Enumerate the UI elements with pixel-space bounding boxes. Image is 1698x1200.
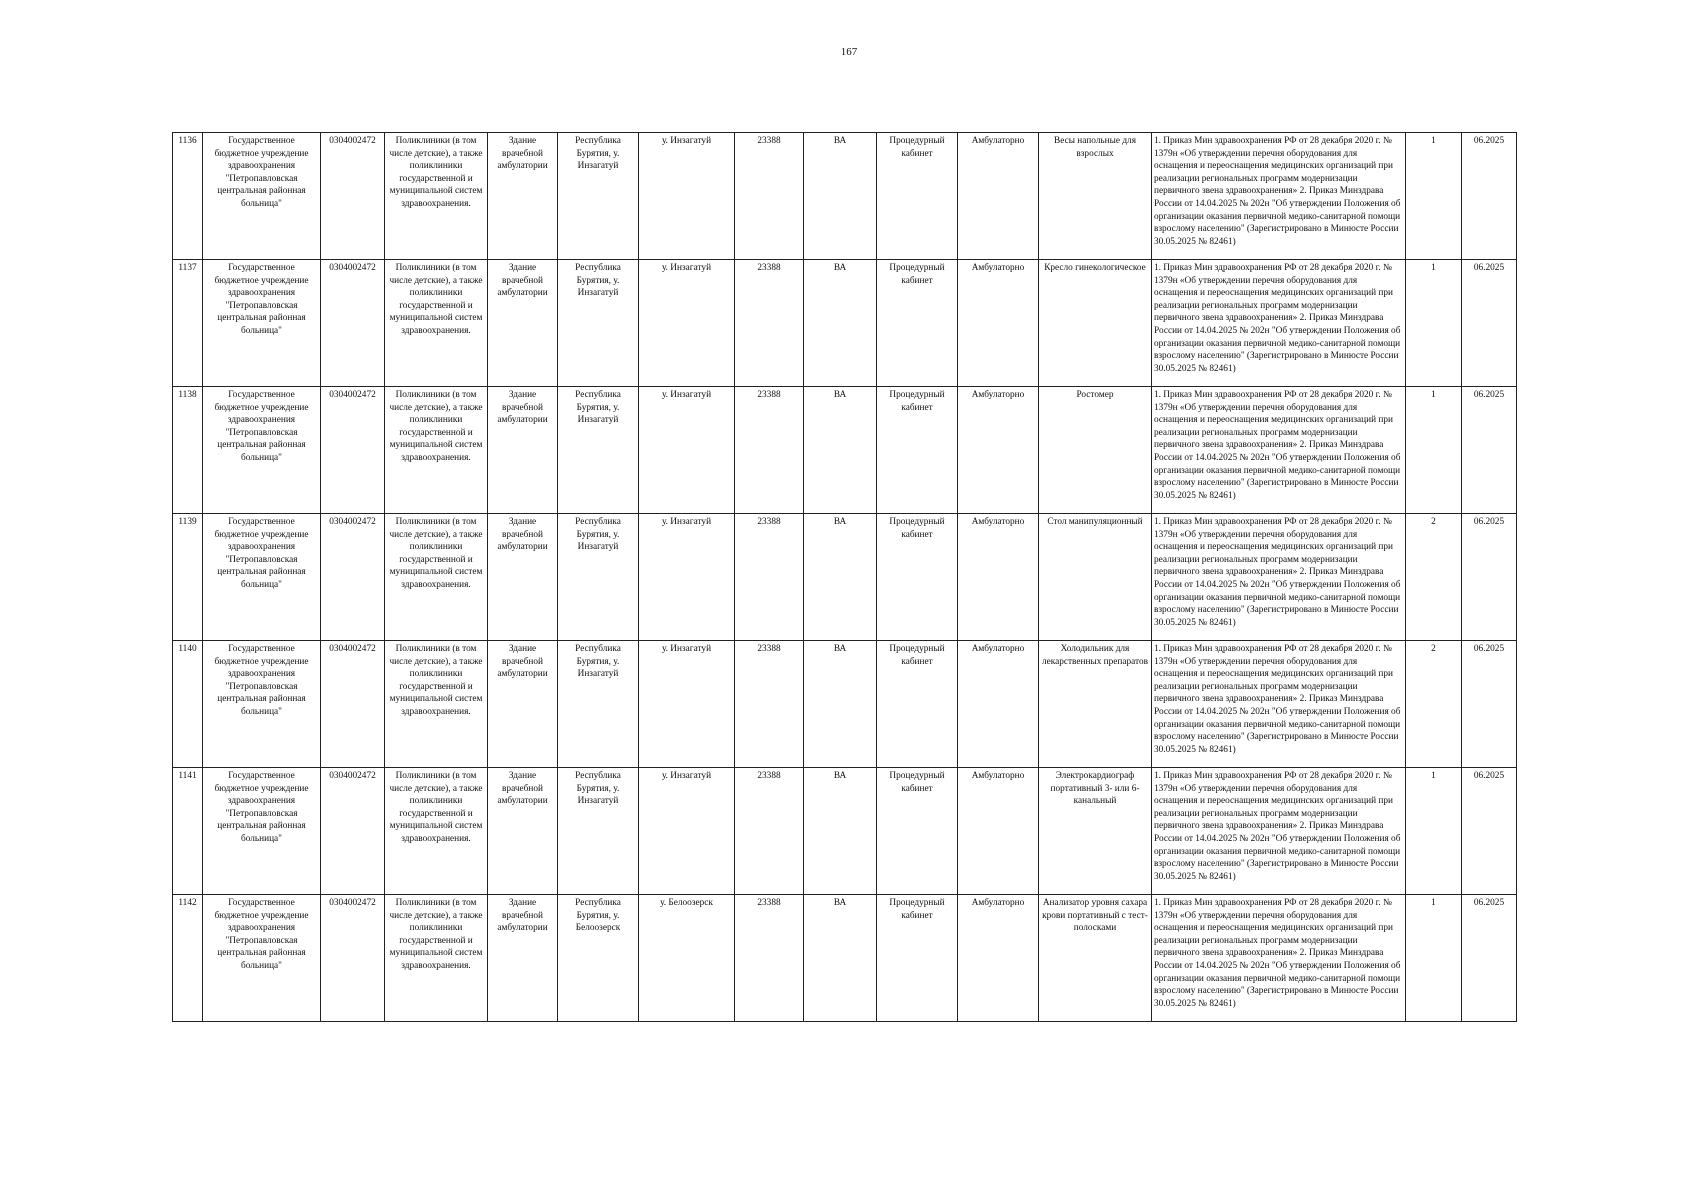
cell-quantity: 1 — [1406, 133, 1462, 260]
cell-facility-type: Поликлиники (в том числе детские), а также поликлиники государственной и муниципальной систем здравоохранения. — [385, 387, 488, 514]
cell-address: Республика Бурятия, у. Инзагатуй — [558, 768, 639, 895]
cell-care-mode: Амбулаторно — [958, 387, 1039, 514]
cell-care-mode: Амбулаторно — [958, 895, 1039, 1022]
cell-organization: Государственное бюджетное учреждение здравоохранения "Петропавловская центральная районная больница" — [203, 895, 321, 1022]
cell-room: Процедурный кабинет — [877, 133, 958, 260]
cell-inn: 0304002472 — [321, 768, 385, 895]
cell-locality: у. Инзагатуй — [639, 641, 735, 768]
cell-facility-type: Поликлиники (в том числе детские), а также поликлиники государственной и муниципальной систем здравоохранения. — [385, 641, 488, 768]
cell-address: Республика Бурятия, у. Инзагатуй — [558, 514, 639, 641]
table-row — [173, 514, 1517, 641]
cell-organization: Государственное бюджетное учреждение здравоохранения "Петропавловская центральная районная больница" — [203, 133, 321, 260]
cell-care-mode: Амбулаторно — [958, 260, 1039, 387]
cell-inn: 0304002472 — [321, 133, 385, 260]
cell-mark: ВА — [804, 260, 877, 387]
cell-room: Процедурный кабинет — [877, 514, 958, 641]
cell-legal-basis: 1. Приказ Мин здравоохранения РФ от 28 декабря 2020 г. № 1379н «Об утверждении перечня оборудования для оснащения и переоснащения медицинских организаций при реализации региональных программ модернизации первичного звена здравоохранения» 2. Приказ Минздрава России от 14.04.2025 № 202н "Об утверждении Положения об организации оказания первичной медико-санитарной помощи взрослому населению" (Зарегистрировано в Минюсте России 30.05.2025 № 82461) — [1152, 514, 1406, 641]
cell-mark: ВА — [804, 133, 877, 260]
cell-inn: 0304002472 — [321, 895, 385, 1022]
cell-row-number: 1139 — [173, 514, 203, 641]
table-row — [173, 133, 1517, 260]
cell-row-number: 1137 — [173, 260, 203, 387]
cell-legal-basis: 1. Приказ Мин здравоохранения РФ от 28 декабря 2020 г. № 1379н «Об утверждении перечня оборудования для оснащения и переоснащения медицинских организаций при реализации региональных программ модернизации первичного звена здравоохранения» 2. Приказ Минздрава России от 14.04.2025 № 202н "Об утверждении Положения об организации оказания первичной медико-санитарной помощи взрослому населению" (Зарегистрировано в Минюсте России 30.05.2025 № 82461) — [1152, 260, 1406, 387]
cell-quantity: 1 — [1406, 768, 1462, 895]
cell-code: 23388 — [735, 133, 804, 260]
cell-equipment: Холодильник для лекарственных препаратов — [1039, 641, 1152, 768]
cell-code: 23388 — [735, 641, 804, 768]
table-row — [173, 895, 1517, 1022]
cell-organization: Государственное бюджетное учреждение здравоохранения "Петропавловская центральная районная больница" — [203, 768, 321, 895]
cell-facility-type: Поликлиники (в том числе детские), а также поликлиники государственной и муниципальной систем здравоохранения. — [385, 514, 488, 641]
cell-quantity: 1 — [1406, 260, 1462, 387]
cell-row-number: 1138 — [173, 387, 203, 514]
cell-equipment: Электрокардиограф портативный 3- или 6-канальный — [1039, 768, 1152, 895]
cell-building: Здание врачебной амбулатории — [488, 387, 558, 514]
cell-locality: у. Инзагатуй — [639, 133, 735, 260]
cell-date: 06.2025 — [1462, 641, 1517, 768]
cell-care-mode: Амбулаторно — [958, 133, 1039, 260]
cell-legal-basis: 1. Приказ Мин здравоохранения РФ от 28 декабря 2020 г. № 1379н «Об утверждении перечня оборудования для оснащения и переоснащения медицинских организаций при реализации региональных программ модернизации первичного звена здравоохранения» 2. Приказ Минздрава России от 14.04.2025 № 202н "Об утверждении Положения об организации оказания первичной медико-санитарной помощи взрослому населению" (Зарегистрировано в Минюсте России 30.05.2025 № 82461) — [1152, 641, 1406, 768]
cell-inn: 0304002472 — [321, 514, 385, 641]
cell-date: 06.2025 — [1462, 895, 1517, 1022]
cell-equipment: Кресло гинекологическое — [1039, 260, 1152, 387]
cell-quantity: 2 — [1406, 641, 1462, 768]
cell-address: Республика Бурятия, у. Инзагатуй — [558, 387, 639, 514]
cell-building: Здание врачебной амбулатории — [488, 768, 558, 895]
cell-address: Республика Бурятия, у. Инзагатуй — [558, 133, 639, 260]
cell-facility-type: Поликлиники (в том числе детские), а также поликлиники государственной и муниципальной систем здравоохранения. — [385, 133, 488, 260]
cell-date: 06.2025 — [1462, 514, 1517, 641]
cell-mark: ВА — [804, 641, 877, 768]
table-body — [173, 133, 1517, 1022]
cell-legal-basis: 1. Приказ Мин здравоохранения РФ от 28 декабря 2020 г. № 1379н «Об утверждении перечня оборудования для оснащения и переоснащения медицинских организаций при реализации региональных программ модернизации первичного звена здравоохранения» 2. Приказ Минздрава России от 14.04.2025 № 202н "Об утверждении Положения об организации оказания первичной медико-санитарной помощи взрослому населению" (Зарегистрировано в Минюсте России 30.05.2025 № 82461) — [1152, 895, 1406, 1022]
cell-equipment: Ростомер — [1039, 387, 1152, 514]
cell-locality: у. Белоозерск — [639, 895, 735, 1022]
cell-legal-basis: 1. Приказ Мин здравоохранения РФ от 28 декабря 2020 г. № 1379н «Об утверждении перечня оборудования для оснащения и переоснащения медицинских организаций при реализации региональных программ модернизации первичного звена здравоохранения» 2. Приказ Минздрава России от 14.04.2025 № 202н "Об утверждении Положения об организации оказания первичной медико-санитарной помощи взрослому населению" (Зарегистрировано в Минюсте России 30.05.2025 № 82461) — [1152, 387, 1406, 514]
cell-locality: у. Инзагатуй — [639, 768, 735, 895]
cell-code: 23388 — [735, 260, 804, 387]
cell-date: 06.2025 — [1462, 387, 1517, 514]
cell-quantity: 1 — [1406, 895, 1462, 1022]
cell-date: 06.2025 — [1462, 133, 1517, 260]
cell-room: Процедурный кабинет — [877, 387, 958, 514]
table-row — [173, 387, 1517, 514]
cell-quantity: 1 — [1406, 387, 1462, 514]
cell-address: Республика Бурятия, у. Инзагатуй — [558, 641, 639, 768]
cell-inn: 0304002472 — [321, 641, 385, 768]
cell-row-number: 1142 — [173, 895, 203, 1022]
cell-address: Республика Бурятия, у. Инзагатуй — [558, 260, 639, 387]
cell-organization: Государственное бюджетное учреждение здравоохранения "Петропавловская центральная районная больница" — [203, 641, 321, 768]
cell-room: Процедурный кабинет — [877, 260, 958, 387]
cell-row-number: 1136 — [173, 133, 203, 260]
cell-equipment: Анализатор уровня сахара крови портативный с тест-полосками — [1039, 895, 1152, 1022]
cell-code: 23388 — [735, 514, 804, 641]
cell-building: Здание врачебной амбулатории — [488, 260, 558, 387]
cell-building: Здание врачебной амбулатории — [488, 895, 558, 1022]
cell-mark: ВА — [804, 514, 877, 641]
cell-legal-basis: 1. Приказ Мин здравоохранения РФ от 28 декабря 2020 г. № 1379н «Об утверждении перечня оборудования для оснащения и переоснащения медицинских организаций при реализации региональных программ модернизации первичного звена здравоохранения» 2. Приказ Минздрава России от 14.04.2025 № 202н "Об утверждении Положения об организации оказания первичной медико-санитарной помощи взрослому населению" (Зарегистрировано в Минюсте России 30.05.2025 № 82461) — [1152, 768, 1406, 895]
cell-care-mode: Амбулаторно — [958, 514, 1039, 641]
cell-organization: Государственное бюджетное учреждение здравоохранения "Петропавловская центральная районная больница" — [203, 387, 321, 514]
cell-locality: у. Инзагатуй — [639, 514, 735, 641]
cell-facility-type: Поликлиники (в том числе детские), а также поликлиники государственной и муниципальной систем здравоохранения. — [385, 895, 488, 1022]
cell-locality: у. Инзагатуй — [639, 260, 735, 387]
cell-mark: ВА — [804, 768, 877, 895]
cell-legal-basis: 1. Приказ Мин здравоохранения РФ от 28 декабря 2020 г. № 1379н «Об утверждении перечня оборудования для оснащения и переоснащения медицинских организаций при реализации региональных программ модернизации первичного звена здравоохранения» 2. Приказ Минздрава России от 14.04.2025 № 202н "Об утверждении Положения об организации оказания первичной медико-санитарной помощи взрослому населению" (Зарегистрировано в Минюсте России 30.05.2025 № 82461) — [1152, 133, 1406, 260]
cell-care-mode: Амбулаторно — [958, 768, 1039, 895]
cell-care-mode: Амбулаторно — [958, 641, 1039, 768]
cell-row-number: 1140 — [173, 641, 203, 768]
cell-facility-type: Поликлиники (в том числе детские), а также поликлиники государственной и муниципальной систем здравоохранения. — [385, 260, 488, 387]
cell-mark: ВА — [804, 895, 877, 1022]
cell-organization: Государственное бюджетное учреждение здравоохранения "Петропавловская центральная районная больница" — [203, 260, 321, 387]
cell-equipment: Весы напольные для взрослых — [1039, 133, 1152, 260]
cell-address: Республика Бурятия, у. Белоозерск — [558, 895, 639, 1022]
cell-facility-type: Поликлиники (в том числе детские), а также поликлиники государственной и муниципальной систем здравоохранения. — [385, 768, 488, 895]
equipment-registry-table — [172, 132, 1517, 1022]
cell-building: Здание врачебной амбулатории — [488, 133, 558, 260]
table-row — [173, 260, 1517, 387]
cell-inn: 0304002472 — [321, 260, 385, 387]
cell-locality: у. Инзагатуй — [639, 387, 735, 514]
cell-organization: Государственное бюджетное учреждение здравоохранения "Петропавловская центральная районная больница" — [203, 514, 321, 641]
page-number: 167 — [840, 46, 858, 58]
cell-building: Здание врачебной амбулатории — [488, 514, 558, 641]
cell-room: Процедурный кабинет — [877, 768, 958, 895]
cell-room: Процедурный кабинет — [877, 895, 958, 1022]
cell-inn: 0304002472 — [321, 387, 385, 514]
cell-room: Процедурный кабинет — [877, 641, 958, 768]
table-row — [173, 768, 1517, 895]
cell-row-number: 1141 — [173, 768, 203, 895]
cell-date: 06.2025 — [1462, 768, 1517, 895]
cell-date: 06.2025 — [1462, 260, 1517, 387]
cell-mark: ВА — [804, 387, 877, 514]
cell-building: Здание врачебной амбулатории — [488, 641, 558, 768]
cell-code: 23388 — [735, 387, 804, 514]
cell-quantity: 2 — [1406, 514, 1462, 641]
cell-code: 23388 — [735, 895, 804, 1022]
cell-code: 23388 — [735, 768, 804, 895]
cell-equipment: Стол манипуляционный — [1039, 514, 1152, 641]
table-row — [173, 641, 1517, 768]
